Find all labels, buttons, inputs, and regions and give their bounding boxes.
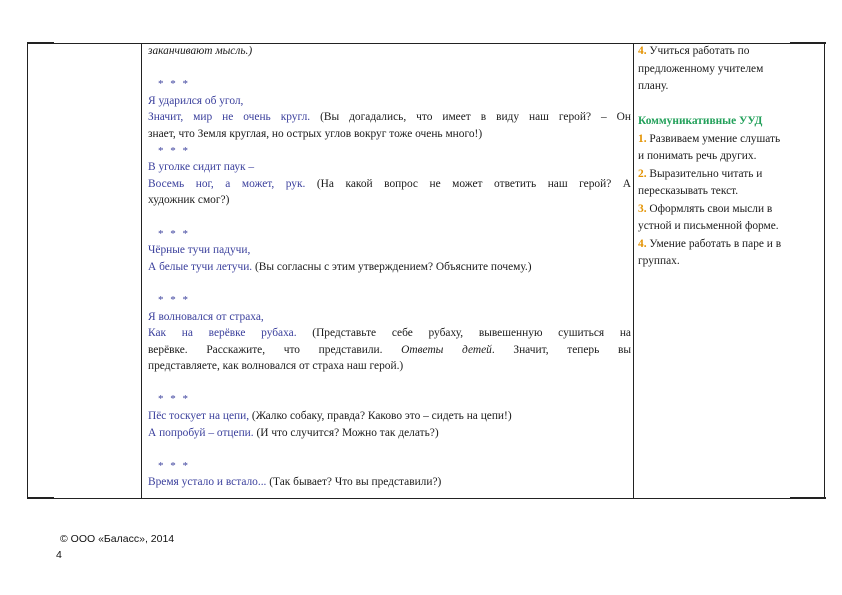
item-text-line: предложенному учителем — [638, 62, 764, 75]
stanza-separator: * * * — [158, 144, 190, 157]
blank-line — [148, 441, 631, 458]
item-text-line: плану. — [638, 80, 669, 92]
poem-line: А белые тучи летучи. — [148, 260, 253, 273]
teacher-text: (Вы догадались, что имеет в виду наш герой? – Он — [310, 111, 631, 124]
teacher-text: верёвке. Расскажите, что представили. — [148, 343, 402, 356]
teacher-text: заканчивают мысль.) — [148, 45, 253, 57]
table-bottom-border — [27, 498, 826, 499]
teacher-text: художник смог?) — [148, 194, 230, 207]
text-line — [148, 259, 631, 276]
item-text-line: и понимать речь других. — [638, 150, 757, 162]
item-number: 1. — [638, 132, 647, 145]
item-text: Выразительно читать и — [649, 167, 763, 180]
text-line — [148, 309, 631, 326]
column-divider-2 — [633, 43, 634, 499]
item-number: 2. — [638, 167, 647, 180]
text-line — [148, 126, 631, 143]
page-number: 4 — [56, 549, 62, 561]
item-text: Оформлять свои мысли в — [649, 202, 773, 215]
poem-line: Время устало и встало... — [148, 476, 267, 489]
text-line — [148, 425, 631, 442]
text-line — [148, 159, 631, 176]
text-line — [148, 325, 631, 342]
table-right-border — [824, 43, 825, 499]
text-line — [148, 408, 631, 425]
poem-line: Значит, мир не очень кругл. — [148, 111, 311, 124]
text-line — [148, 43, 631, 60]
poem-line: Пёс тоскует на цепи, — [148, 410, 250, 423]
text-line — [148, 176, 631, 193]
teacher-text: (Представьте себе рубаху, вывешенную сушиться на — [296, 327, 631, 340]
outcomes-column — [638, 43, 818, 271]
teacher-text: . Значит, теперь вы — [491, 343, 631, 356]
poem-line: Я волновался от страха, — [148, 310, 264, 323]
item-text-line: Учиться работать по — [649, 45, 750, 57]
item-text-line: устной и письменной форме. — [638, 220, 779, 232]
stanza-separator: * * * — [158, 293, 190, 306]
italic-note: Ответы детей — [401, 343, 492, 356]
copyright-notice: © ООО «Баласс», 2014 — [60, 533, 175, 545]
blank-line — [148, 60, 631, 77]
item-text: Развиваем умение слушать — [649, 132, 781, 145]
communicative-item — [638, 201, 818, 219]
column-divider-1 — [141, 43, 142, 499]
teacher-text: (Вы согласны с этим утверждением? Объясните почему.) — [252, 260, 532, 273]
blank-line — [148, 275, 631, 292]
text-line — [148, 192, 631, 209]
item-number: 4. — [638, 237, 647, 250]
lesson-text-column — [148, 43, 631, 498]
communicative-list — [638, 131, 818, 271]
stanza-separator: * * * — [158, 393, 190, 406]
communicative-item — [638, 131, 818, 149]
poem-line: Я ударился об угол, — [148, 94, 244, 107]
text-line — [148, 109, 631, 126]
table-bottom-right-thick — [790, 497, 826, 499]
table-top-left-thick — [27, 42, 54, 44]
teacher-text: (Так бывает? Что вы представили?) — [266, 476, 442, 489]
item-number: 4. — [638, 45, 647, 57]
item-text: Умение работать в паре и в — [649, 237, 782, 250]
blank-line — [148, 375, 631, 392]
text-line — [148, 93, 631, 110]
poem-line: А попробуй – отцепи. — [148, 426, 254, 439]
stanza-separator: * * * — [158, 459, 190, 472]
teacher-text: (На какой вопрос не может ответить наш герой? А — [305, 177, 631, 190]
text-line — [148, 474, 631, 491]
item-text-line: группах. — [638, 255, 680, 267]
poem-line: Восемь ног, а может, рук. — [148, 177, 306, 190]
blank-line — [148, 209, 631, 226]
table-bottom-left-thick — [27, 497, 54, 499]
table-left-border — [27, 43, 28, 499]
regulative-item-4 — [638, 43, 818, 61]
stanza-separator: * * * — [158, 78, 190, 91]
poem-line: Чёрные тучи падучи, — [148, 244, 251, 257]
communicative-item — [638, 236, 818, 254]
teacher-text: (Жалко собаку, правда? Каково это – сидеть на цепи!) — [249, 410, 512, 423]
poem-line: В уголке сидит паук – — [148, 161, 255, 174]
poem-line: Как на верёвке рубаха. — [148, 327, 297, 340]
stanza-separator: * * * — [158, 227, 190, 240]
communicative-heading: Коммуникативные УУД — [638, 115, 763, 127]
item-number: 3. — [638, 202, 647, 215]
teacher-text: (И что случится? Можно так делать?) — [253, 426, 439, 439]
text-line — [148, 242, 631, 259]
text-line — [148, 358, 631, 375]
item-text-line: пересказывать текст. — [638, 185, 739, 197]
teacher-text: представляете, как волновался от страха наш герой.) — [148, 360, 404, 373]
text-line — [148, 342, 631, 359]
teacher-text: знает, что Земля круглая, но острых углов вокруг тоже очень много!) — [148, 127, 483, 140]
communicative-item — [638, 166, 818, 184]
